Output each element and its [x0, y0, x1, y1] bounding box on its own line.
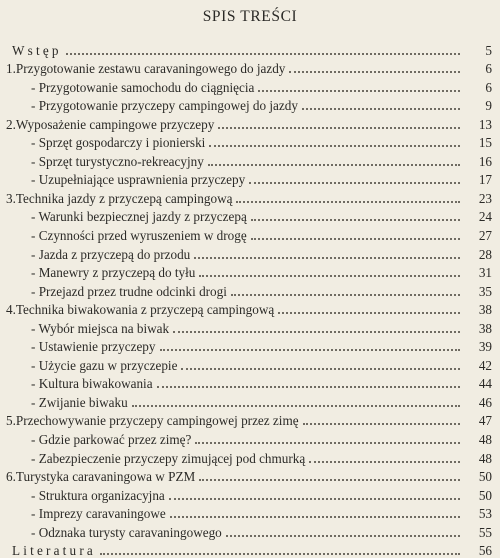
toc-subentry	[0, 262, 500, 281]
toc-subentry	[0, 354, 500, 373]
dot-leader	[251, 238, 460, 240]
toc-entry-title: - Wybór miejsca na biwak	[31, 320, 170, 336]
toc-entry	[0, 187, 500, 206]
toc-page-number: 9	[485, 98, 492, 114]
toc-entry-title: - Odznaka turysty caravaningowego	[31, 524, 222, 540]
toc-entry-title: 2.Wyposażenie campingowe przyczepy	[6, 116, 215, 132]
toc-page-number: 55	[478, 524, 492, 540]
dot-leader	[181, 368, 460, 370]
dot-leader	[309, 461, 460, 463]
dot-leader	[303, 423, 460, 425]
toc-page-number: 28	[478, 246, 492, 262]
toc-page-number: 39	[478, 339, 492, 355]
toc-entry-title: - Warunki bezpiecznej jazdy z przyczepą	[31, 209, 247, 225]
toc-page-number: 13	[478, 116, 492, 132]
toc-subentry	[0, 206, 500, 225]
toc-page-number: 50	[478, 487, 492, 503]
toc-subentry	[0, 336, 500, 355]
dot-leader	[302, 108, 460, 110]
toc-entry-title: - Przygotowanie samochodu do ciągnięcia	[31, 79, 255, 95]
dot-leader	[170, 516, 460, 518]
toc-subentry	[0, 503, 500, 522]
toc-subentry	[0, 76, 500, 95]
toc-page-number: 47	[478, 413, 492, 429]
toc-entry-title: - Jazda z przyczepą do przodu	[31, 246, 191, 262]
dot-leader	[169, 498, 460, 500]
dot-leader	[173, 331, 460, 333]
toc-page-number: 16	[478, 153, 492, 169]
toc-page-number: 42	[478, 357, 492, 373]
dot-leader	[218, 127, 460, 129]
toc-entry-title: - Sprzęt gospodarczy i pionierski	[31, 135, 206, 151]
dot-leader	[278, 312, 460, 314]
toc-entry-title: - Ustawienie przyczepy	[31, 339, 156, 355]
dot-leader	[132, 405, 460, 407]
toc-entry-title: - Zwijanie biwaku	[31, 394, 128, 410]
toc-entry-title: - Imprezy caravaningowe	[31, 506, 166, 522]
toc-subentry	[0, 132, 500, 151]
dot-leader	[236, 201, 460, 203]
toc-entry-title: 5.Przechowywanie przyczepy campingowej przez zimę	[6, 413, 299, 429]
toc-entry-title: 4.Technika biwakowania z przyczepą campingową	[6, 302, 275, 318]
dot-leader	[258, 90, 460, 92]
toc-page-number: 5	[485, 42, 492, 58]
toc-subentry	[0, 484, 500, 503]
toc-page-number: 48	[478, 432, 492, 448]
dot-leader	[199, 275, 460, 277]
toc-subentry	[0, 169, 500, 188]
page-title: SPIS TREŚCI	[202, 8, 298, 25]
toc-subentry	[0, 243, 500, 262]
toc-subentry	[0, 224, 500, 243]
toc-subentry	[0, 373, 500, 392]
toc-subentry	[0, 317, 500, 336]
toc-entry-title: 3.Technika jazdy z przyczepą campingową	[6, 190, 233, 206]
toc-entry	[0, 410, 500, 429]
toc-page-number: 15	[478, 135, 492, 151]
toc-entry-title: - Uzupełniające usprawnienia przyczepy	[31, 172, 246, 188]
toc-entry	[0, 58, 500, 77]
dot-leader	[289, 71, 460, 73]
dot-leader	[160, 349, 461, 351]
toc-page-number: 23	[478, 190, 492, 206]
toc-subentry	[0, 391, 500, 410]
toc-entry	[0, 540, 500, 558]
toc-entry-title: 6.Turystyka caravaningowa w PZM	[6, 469, 196, 485]
dot-leader	[195, 442, 460, 444]
toc-entry	[0, 299, 500, 318]
dot-leader	[226, 535, 460, 537]
toc-entry-title: - Zabezpieczenie przyczepy zimującej pod chmurką	[31, 450, 306, 466]
dot-leader	[209, 145, 460, 147]
toc-page-number: 44	[478, 376, 492, 392]
dot-leader	[231, 294, 460, 296]
toc-page-number: 35	[478, 283, 492, 299]
toc-subentry	[0, 447, 500, 466]
toc-page-number: 50	[478, 469, 492, 485]
toc-entry-title: - Struktura organizacyjna	[31, 487, 165, 503]
toc-page-number: 17	[478, 172, 492, 188]
toc-entry-title: - Użycie gazu w przyczepie	[31, 357, 178, 373]
dot-leader	[208, 164, 460, 166]
toc-entry-title: - Kultura biwakowania	[31, 376, 153, 392]
dot-leader	[249, 182, 460, 184]
toc-entry-title: Literatura	[12, 543, 96, 558]
toc-page-number: 6	[485, 61, 492, 77]
toc-entry-title: 1.Przygotowanie zestawu caravaningowego do jazdy	[6, 61, 286, 77]
toc-subentry	[0, 280, 500, 299]
toc-page-number: 31	[478, 265, 492, 281]
toc-page-number: 46	[478, 394, 492, 410]
toc-subentry	[0, 95, 500, 114]
dot-leader	[194, 257, 460, 259]
toc-entry-title: - Przygotowanie przyczepy campingowej do jazdy	[31, 98, 298, 114]
toc-page-number: 6	[485, 79, 492, 95]
toc-page-number: 24	[478, 209, 492, 225]
toc-subentry	[0, 150, 500, 169]
toc-entry	[0, 466, 500, 485]
toc-entry-title: Wstęp	[12, 42, 62, 58]
dot-leader	[199, 479, 460, 481]
toc-subentry	[0, 521, 500, 540]
dot-leader	[66, 53, 460, 55]
toc-page-number: 53	[478, 506, 492, 522]
toc-entry-title: - Manewry z przyczepą do tyłu	[31, 265, 196, 281]
toc-entry-title: - Gdzie parkować przez zimę?	[31, 432, 192, 448]
toc-entry	[0, 113, 500, 132]
toc-list	[0, 39, 500, 558]
toc-page-number: 27	[478, 228, 492, 244]
toc-entry-title: - Sprzęt turystyczno-rekreacyjny	[31, 153, 204, 169]
toc-entry-title: - Czynności przed wyruszeniem w drogę	[31, 228, 247, 244]
toc-page-number: 38	[478, 302, 492, 318]
toc-page-number: 38	[478, 320, 492, 336]
dot-leader	[100, 553, 460, 555]
toc-entry	[0, 39, 500, 58]
toc-entry-title: - Przejazd przez trudne odcinki drogi	[31, 283, 227, 299]
toc-page-number: 48	[478, 450, 492, 466]
dot-leader	[157, 386, 460, 388]
toc-subentry	[0, 428, 500, 447]
dot-leader	[251, 219, 460, 221]
toc-page-number: 56	[478, 543, 492, 558]
